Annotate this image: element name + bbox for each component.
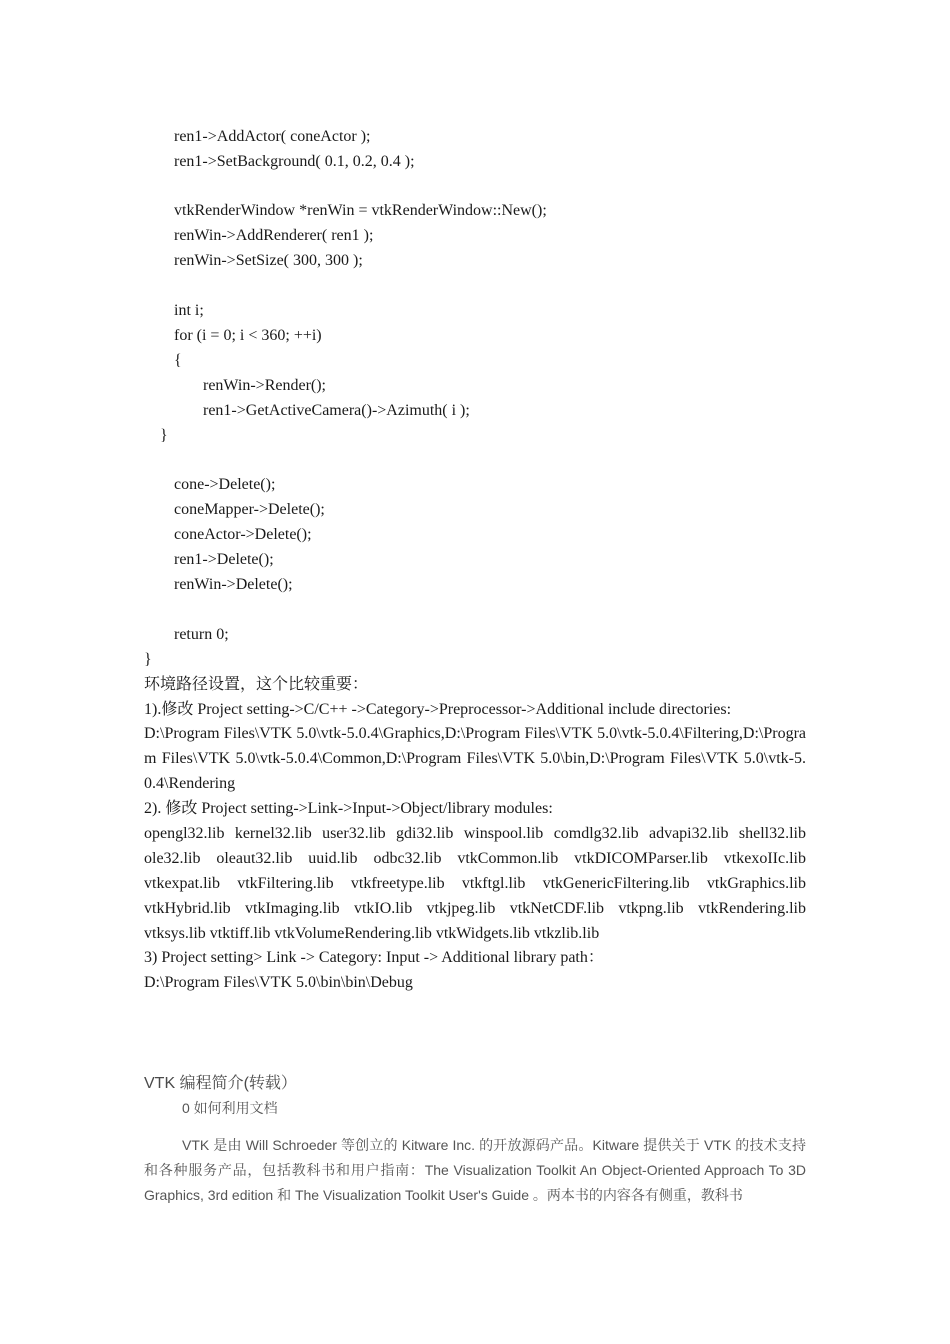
code-line: } <box>160 427 168 444</box>
step-1-paths: D:\Program Files\VTK 5.0\vtk-5.0.4\Graphics,D:\Program Files\VTK 5.0\vtk-5.0.4\Filtering,D:\Program Files\VTK 5.0\vtk-5.0.4\Common,D:\Program Files\VTK 5.0\bin,D:\Program Files\VTK 5.0\vtk-5.0.4\Rendering <box>144 725 806 792</box>
step-1-label: 1).修改 Project setting->C/C++ ->Category->Preprocessor->Additional include directories: <box>144 701 732 718</box>
code-line: renWin->SetSize( 300, 300 ); <box>174 252 363 269</box>
step-3-label: 3) Project setting> Link -> Category: Input -> Additional library path： <box>144 949 604 966</box>
code-line: int i; <box>174 302 204 319</box>
code-line: renWin->Delete(); <box>174 576 293 593</box>
code-line: ren1->GetActiveCamera()->Azimuth( i ); <box>203 402 470 419</box>
step-2-libraries: opengl32.lib kernel32.lib user32.lib gdi32.lib winspool.lib comdlg32.lib advapi32.lib shell32.lib ole32.lib oleaut32.lib uuid.lib odbc32.lib vtkCommon.lib vtkDICOMParser.lib vtkexoIIc.lib vtkexpat.lib vtkFiltering.lib vtkfreetype.lib vtkftgl.lib vtkGenericFiltering.lib vtkGraphics.lib vtkHybrid.lib vtkImaging.lib vtkIO.lib vtkjpeg.lib vtkNetCDF.lib vtkpng.lib vtkRendering.lib vtksys.lib vtktiff.lib vtkVolumeRendering.lib vtkWidgets.lib vtkzlib.lib <box>144 825 806 942</box>
step-3-path: D:\Program Files\VTK 5.0\bin\bin\Debug <box>144 974 413 991</box>
code-line: coneActor->Delete(); <box>174 526 312 543</box>
code-line: renWin->Render(); <box>203 377 326 394</box>
code-line: vtkRenderWindow *renWin = vtkRenderWindow::New(); <box>174 202 547 219</box>
code-line: coneMapper->Delete(); <box>174 501 325 518</box>
code-line: cone->Delete(); <box>174 476 276 493</box>
code-line: ren1->AddActor( coneActor ); <box>174 128 371 145</box>
article-body: VTK 是由 Will Schroeder 等创立的 Kitware Inc. 的开放源码产品。Kitware 提供关于 VTK 的技术支持和各种服务产品，包括教科书和用户指南：The Visualization Toolkit An Object-Oriented Approach To 3D Graphics, 3rd edition 和 The Visualization Toolkit User's Guide 。两本书的内容各有侧重，教科书 <box>144 1137 806 1203</box>
section-heading: 环境路径设置，这个比较重要： <box>144 676 369 693</box>
code-line: for (i = 0; i < 360; ++i) <box>174 327 322 344</box>
article-title: VTK 编程简介(转载） <box>144 1075 297 1092</box>
code-line: { <box>174 352 182 369</box>
code-line: ren1->Delete(); <box>174 551 274 568</box>
step-2-label: 2). 修改 Project setting->Link->Input->Object/library modules: <box>144 800 553 817</box>
code-line: return 0; <box>174 626 229 643</box>
code-line: renWin->AddRenderer( ren1 ); <box>174 227 374 244</box>
article-subtitle: 0 如何利用文档 <box>182 1100 278 1116</box>
code-line: ren1->SetBackground( 0.1, 0.2, 0.4 ); <box>174 153 415 170</box>
code-line: } <box>144 651 152 668</box>
